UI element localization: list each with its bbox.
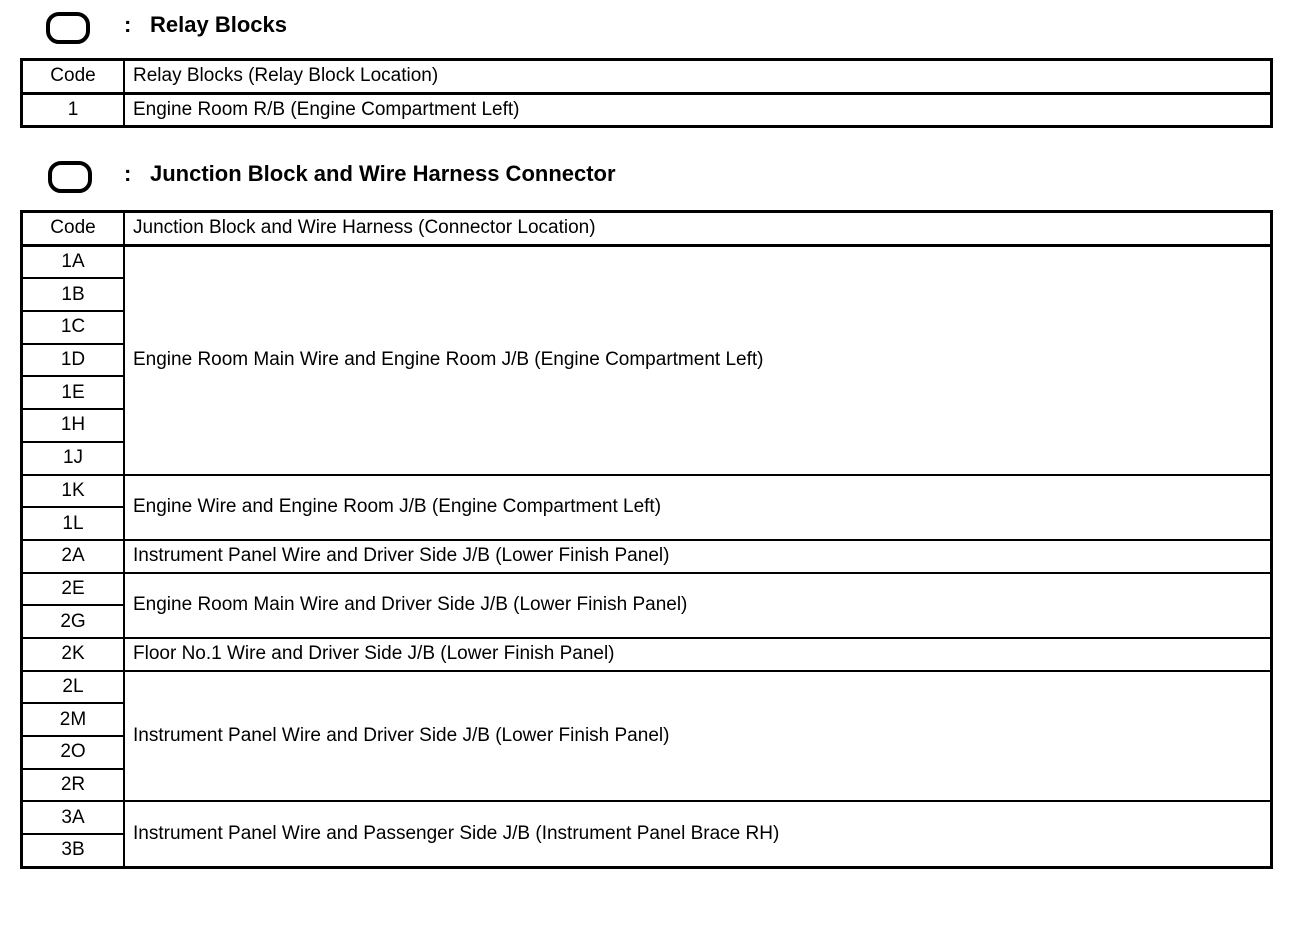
- table-row: [22, 93, 1272, 127]
- table-row: [22, 671, 1272, 704]
- relay-location-cell: Engine Room R/B (Engine Compartment Left): [124, 93, 1272, 127]
- connector-code-cell: 3A: [22, 801, 125, 834]
- table-row: [22, 475, 1272, 508]
- connector-code-cell: 2O: [22, 736, 125, 769]
- connector-location-cell: Instrument Panel Wire and Passenger Side J/B (Instrument Panel Brace RH): [124, 801, 1272, 867]
- table-header-row: [22, 212, 1272, 246]
- connector-code-cell: 1K: [22, 475, 125, 508]
- connector-code-cell: 2A: [22, 540, 125, 573]
- connector-location-cell: Engine Room Main Wire and Engine Room J/B (Engine Compartment Left): [124, 245, 1272, 474]
- connector-code-cell: 2E: [22, 573, 125, 606]
- connector-code-cell: 1B: [22, 278, 125, 311]
- connector-code-cell: 1C: [22, 311, 125, 344]
- connector-code-cell: 2G: [22, 605, 125, 638]
- junction-block-table: [20, 210, 1273, 869]
- code-column-header: Code: [22, 212, 125, 246]
- junction-block-title: Junction Block and Wire Harness Connector: [150, 161, 616, 186]
- heading-colon: :: [124, 12, 132, 37]
- table-row: [22, 573, 1272, 606]
- relay-blocks-table: [20, 58, 1273, 128]
- table-row: [22, 801, 1272, 834]
- heading-colon: :: [124, 161, 132, 186]
- connector-code-cell: 1D: [22, 344, 125, 377]
- table-header-row: [22, 60, 1272, 94]
- connector-code-cell: 2L: [22, 671, 125, 704]
- relay-block-symbol-icon: [46, 12, 90, 44]
- relay-code-cell: 1: [22, 93, 125, 127]
- table-row: [22, 638, 1272, 671]
- connector-location-cell: Instrument Panel Wire and Driver Side J/B (Lower Finish Panel): [124, 671, 1272, 802]
- connector-location-cell: Engine Room Main Wire and Driver Side J/B (Lower Finish Panel): [124, 573, 1272, 638]
- connector-code-cell: 2K: [22, 638, 125, 671]
- connector-location-cell: Engine Wire and Engine Room J/B (Engine Compartment Left): [124, 475, 1272, 540]
- connector-code-cell: 1L: [22, 507, 125, 540]
- connector-location-cell: Instrument Panel Wire and Driver Side J/B (Lower Finish Panel): [124, 540, 1272, 573]
- connector-code-cell: 1A: [22, 245, 125, 278]
- location-column-header: Relay Blocks (Relay Block Location): [124, 60, 1272, 94]
- connector-code-cell: 2M: [22, 703, 125, 736]
- connector-code-cell: 2R: [22, 769, 125, 802]
- connector-code-cell: 1E: [22, 376, 125, 409]
- connector-code-cell: 1H: [22, 409, 125, 442]
- connector-location-cell: Floor No.1 Wire and Driver Side J/B (Lower Finish Panel): [124, 638, 1272, 671]
- relay-blocks-title: Relay Blocks: [150, 12, 287, 37]
- location-column-header: Junction Block and Wire Harness (Connector Location): [124, 212, 1272, 246]
- table-row: [22, 245, 1272, 278]
- junction-table-body: [22, 212, 1272, 868]
- code-column-header: Code: [22, 60, 125, 94]
- table-row: [22, 540, 1272, 573]
- connector-code-cell: 3B: [22, 834, 125, 867]
- connector-code-cell: 1J: [22, 442, 125, 475]
- junction-block-symbol-icon: [48, 161, 92, 193]
